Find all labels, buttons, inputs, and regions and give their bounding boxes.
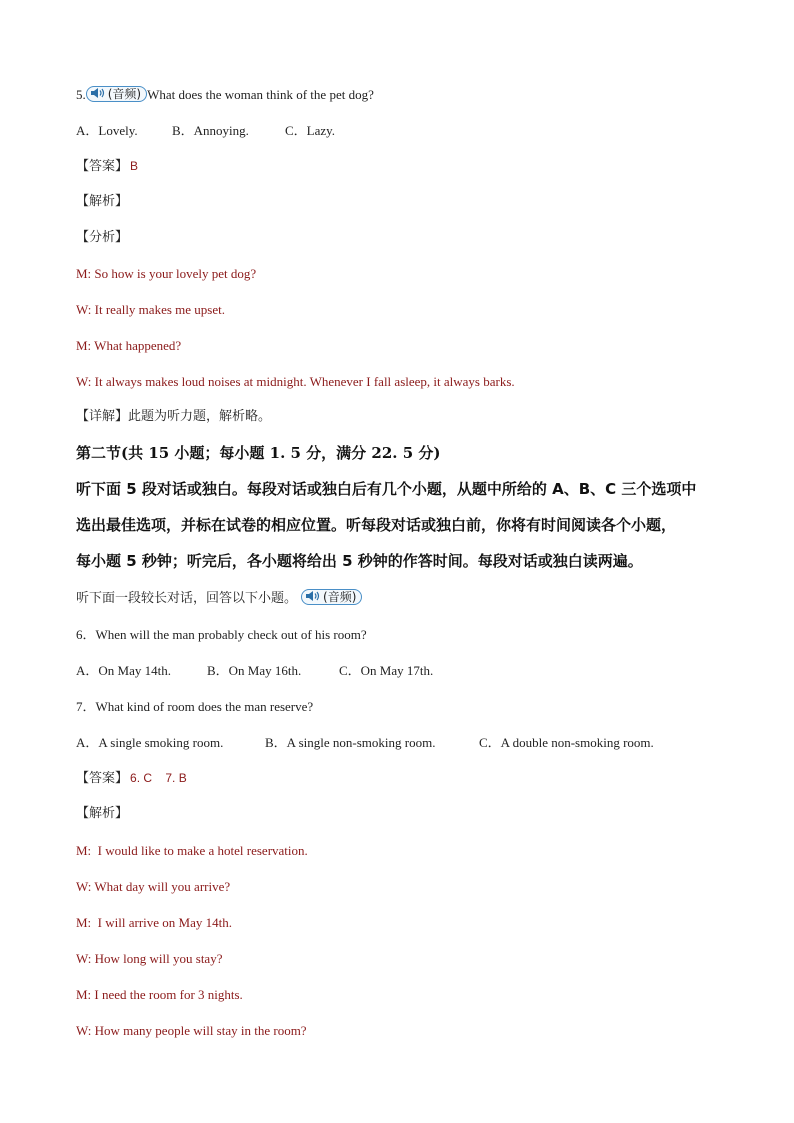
- q67-transcript-line: W: How many people will stay in the room?: [76, 1023, 307, 1038]
- q67-answer-value: 6. C 7. B: [130, 771, 187, 785]
- q67-analysis-label: 【解析】: [76, 806, 129, 821]
- q5-answer: [76, 157, 138, 176]
- q5-transcript-line: W: It always makes loud noises at midnight. Whenever I fall asleep, it always barks.: [76, 374, 515, 389]
- q5-option-b: B．Annoying.: [172, 123, 249, 138]
- q5-question-text: What does the woman think of the pet dog?: [147, 87, 374, 102]
- speaker-icon: [305, 590, 321, 602]
- q6-option-c: C．On May 17th.: [339, 663, 434, 678]
- q67-transcript-line: M: I would like to make a hotel reservation.: [76, 843, 308, 858]
- q67-transcript-line: M: I will arrive on May 14th.: [76, 915, 232, 930]
- q6-question: 6．When will the man probably check out of his room?: [76, 627, 367, 642]
- q5-transcript-line: M: What happened?: [76, 338, 182, 353]
- q67-transcript-line: W: How long will you stay?: [76, 951, 223, 966]
- q5-option-c: C．Lazy.: [285, 123, 336, 138]
- q6-option-a: A．On May 14th.: [76, 663, 171, 678]
- q5-number: 5.: [76, 87, 86, 102]
- q67-answer-label: 【答案】: [76, 771, 129, 786]
- q6-option-b: B．On May 16th.: [207, 663, 302, 678]
- section2-heading: 第二节(共 15 小题；每小题 1. 5 分，满分 22. 5 分): [76, 444, 441, 462]
- q5-question-line: [76, 86, 374, 104]
- section2-intro: 听下面一段较长对话，回答以下小题。: [76, 591, 298, 606]
- q5-transcript-line: W: It really makes me upset.: [76, 302, 225, 317]
- q7-option-a: A．A single smoking room.: [76, 735, 224, 750]
- q5-audio-label: (音频): [107, 87, 142, 101]
- section2-instruction: 每小题 5 秒钟；听完后，各小题将给出 5 秒钟的作答时间。每段对话或独白读两遍。: [76, 552, 643, 570]
- q5-answer-value: B: [130, 159, 139, 173]
- section2-audio-button[interactable]: [301, 589, 362, 605]
- q67-answer: [76, 769, 187, 788]
- q7-options: [76, 734, 654, 752]
- q67-transcript-line: M: I need the room for 3 nights.: [76, 987, 243, 1002]
- q5-answer-label: 【答案】: [76, 159, 129, 174]
- q5-transcript-line: M: So how is your lovely pet dog?: [76, 266, 257, 281]
- q5-fenxi-label: 【分析】: [76, 230, 129, 245]
- section2-instruction: 听下面 5 段对话或独白。每段对话或独白后有几个小题，从题中所给的 A、B、C 三个选项中: [76, 480, 697, 498]
- q5-detail: 【详解】此题为听力题，解析略。: [76, 409, 272, 424]
- q5-option-a: A．Lovely.: [76, 123, 138, 138]
- q5-audio-button[interactable]: [86, 86, 147, 102]
- q5-analysis-label: 【解析】: [76, 194, 129, 209]
- section2-audio-label: (音频): [323, 590, 357, 604]
- section2-intro-line: [76, 589, 362, 608]
- q7-option-b: B．A single non-smoking room.: [265, 735, 436, 750]
- speaker-icon: [90, 87, 106, 99]
- section2-instruction: 选出最佳选项，并标在试卷的相应位置。听每段对话或独白前，你将有时间阅读各个小题，: [76, 516, 677, 534]
- q7-option-c: C．A double non-smoking room.: [479, 735, 654, 750]
- q5-options: [76, 122, 335, 140]
- q6-options: [76, 662, 433, 680]
- q67-transcript-line: W: What day will you arrive?: [76, 879, 231, 894]
- q7-question: 7．What kind of room does the man reserve?: [76, 699, 314, 714]
